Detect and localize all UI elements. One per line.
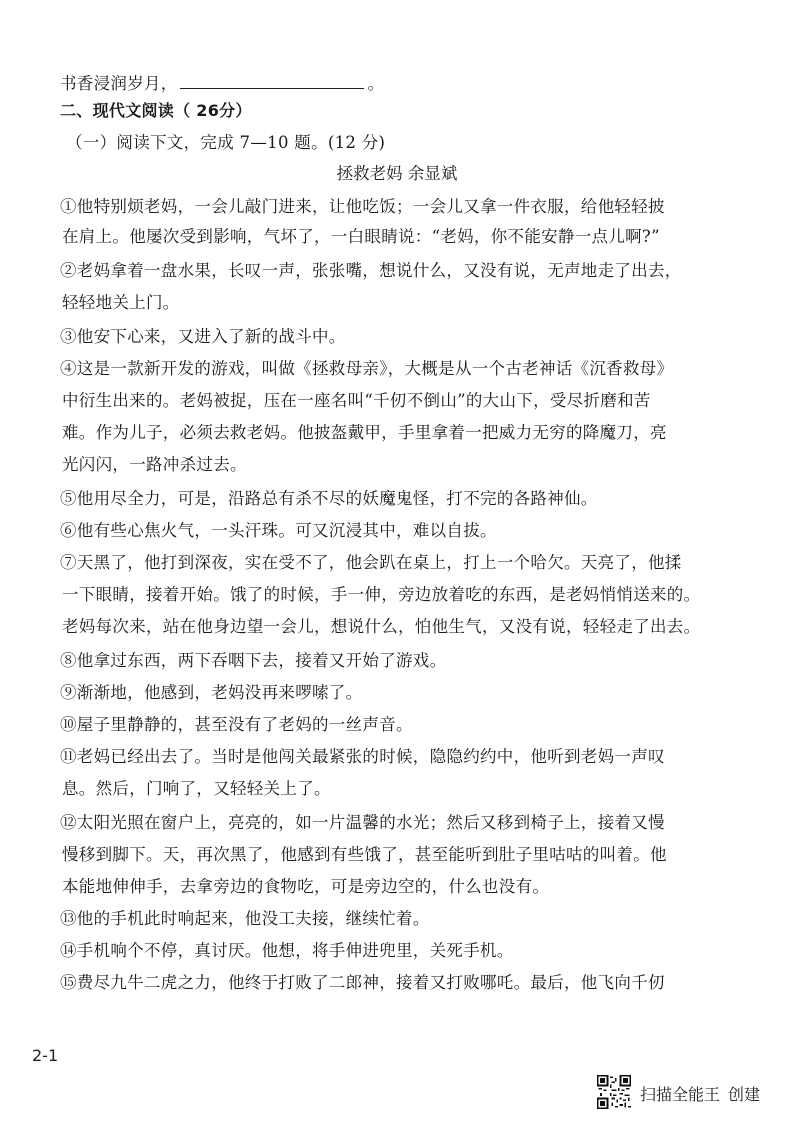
paragraph-line: ②老妈拿着一盘水果，长叹一声，张张嘴，想说什么，又没有说，无声地走了出去， [60, 261, 682, 280]
paragraph-line: 慢移到脚下。天，再次黑了，他感到有些饿了，甚至能听到肚子里咕咕的叫着。他 [62, 845, 667, 864]
paragraph-line: 老妈每次来，站在他身边望一会儿，想说什么，怕他生气，又没有说，轻轻走了出去。 [62, 617, 701, 636]
paragraph-line: ⑮费尽九牛二虎之力，他终于打败了二郎神，接着又打败哪吒。最后，他飞向千仞 [60, 973, 665, 992]
paragraph-line: ⑥他有些心焦火气，一头汗珠。可又沉浸其中，难以自拔。 [60, 521, 497, 540]
paragraph-line: 息。然后，门响了，又轻轻关上了。 [62, 779, 331, 798]
paragraph-line: ⑦天黑了，他打到深夜，实在受不了，他会趴在桌上，打上一个哈欠。天亮了，他揉 [60, 553, 682, 572]
paragraph-line: ⑩屋子里静静的，甚至没有了老妈的一丝声音。 [60, 715, 413, 734]
fill-blank-line [60, 73, 384, 95]
paragraph-line: ⑫太阳光照在窗户上，亮亮的，如一片温馨的水光；然后又移到椅子上，接着又慢 [60, 813, 665, 832]
paragraph-line: 在肩上。他屡次受到影响，气坏了，一白眼睛说：“老妈，你不能安静一点儿啊?” [62, 227, 660, 246]
section-heading: 二、现代文阅读（ 26分） [60, 101, 252, 120]
paragraph-line: 轻轻地关上门。 [62, 293, 180, 312]
brand-name: 扫描全能王 [640, 1085, 721, 1104]
paragraph-line: 光闪闪，一路冲杀过去。 [62, 455, 247, 474]
brand-action: 创建 [728, 1085, 761, 1104]
paragraph-line: ⑤他用尽全力，可是，沿路总有杀不尽的妖魔鬼怪，打不完的各路神仙。 [60, 489, 598, 508]
paragraph-line: ⑧他拿过东西，两下吞咽下去，接着又开始了游戏。 [60, 651, 447, 670]
paragraph-line: 难。作为儿子，必须去救老妈。他披盔戴甲，手里拿着一把威力无穷的降魔刀，亮 [62, 423, 667, 442]
paragraph-line: 本能地伸伸手，去拿旁边的食物吃，可是旁边空的，什么也没有。 [62, 877, 550, 896]
paragraph-line: 一下眼睛，接着开始。饿了的时候，手一伸，旁边放着吃的东西，是老妈悄悄送来的。 [62, 585, 701, 604]
paragraph-line: ④这是一款新开发的游戏，叫做《拯救母亲》，大概是从一个古老神话《沉香救母》 [60, 359, 674, 378]
paragraph-line: ⑨渐渐地，他感到，老妈没再来啰嗦了。 [60, 683, 363, 702]
fill-blank-end: 。 [367, 74, 385, 93]
fill-blank-prompt: 书香浸润岁月， [60, 74, 178, 93]
story-title: 拯救老妈 余显斌 [336, 164, 458, 183]
answer-blank[interactable] [180, 74, 364, 89]
subsection-instruction: （一）阅读下文，完成 7—10 题。(12 分) [66, 133, 386, 152]
paragraph-line: ③他安下心来，又进入了新的战斗中。 [60, 327, 346, 346]
paragraph-line: ⑭手机响个不停，真讨厌。他想，将手伸进兜里，关死手机。 [60, 941, 514, 960]
scanner-watermark [640, 1082, 760, 1105]
page-number: 2-1 [32, 1046, 59, 1065]
paragraph-line: ⑬他的手机此时响起来，他没工夫接，继续忙着。 [60, 909, 430, 928]
paragraph-line: ①他特别烦老妈，一会儿敲门进来，让他吃饭；一会儿又拿一件衣服，给他轻轻披 [60, 197, 665, 216]
paragraph-line: ⑪老妈已经出去了。当时是他闯关最紧张的时候，隐隐约约中，他听到老妈一声叹 [60, 747, 665, 766]
qr-code-icon [597, 1075, 631, 1109]
paragraph-line: 中衍生出来的。老妈被捉，压在一座名叫“千仞不倒山”的大山下，受尽折磨和苦 [62, 391, 651, 410]
